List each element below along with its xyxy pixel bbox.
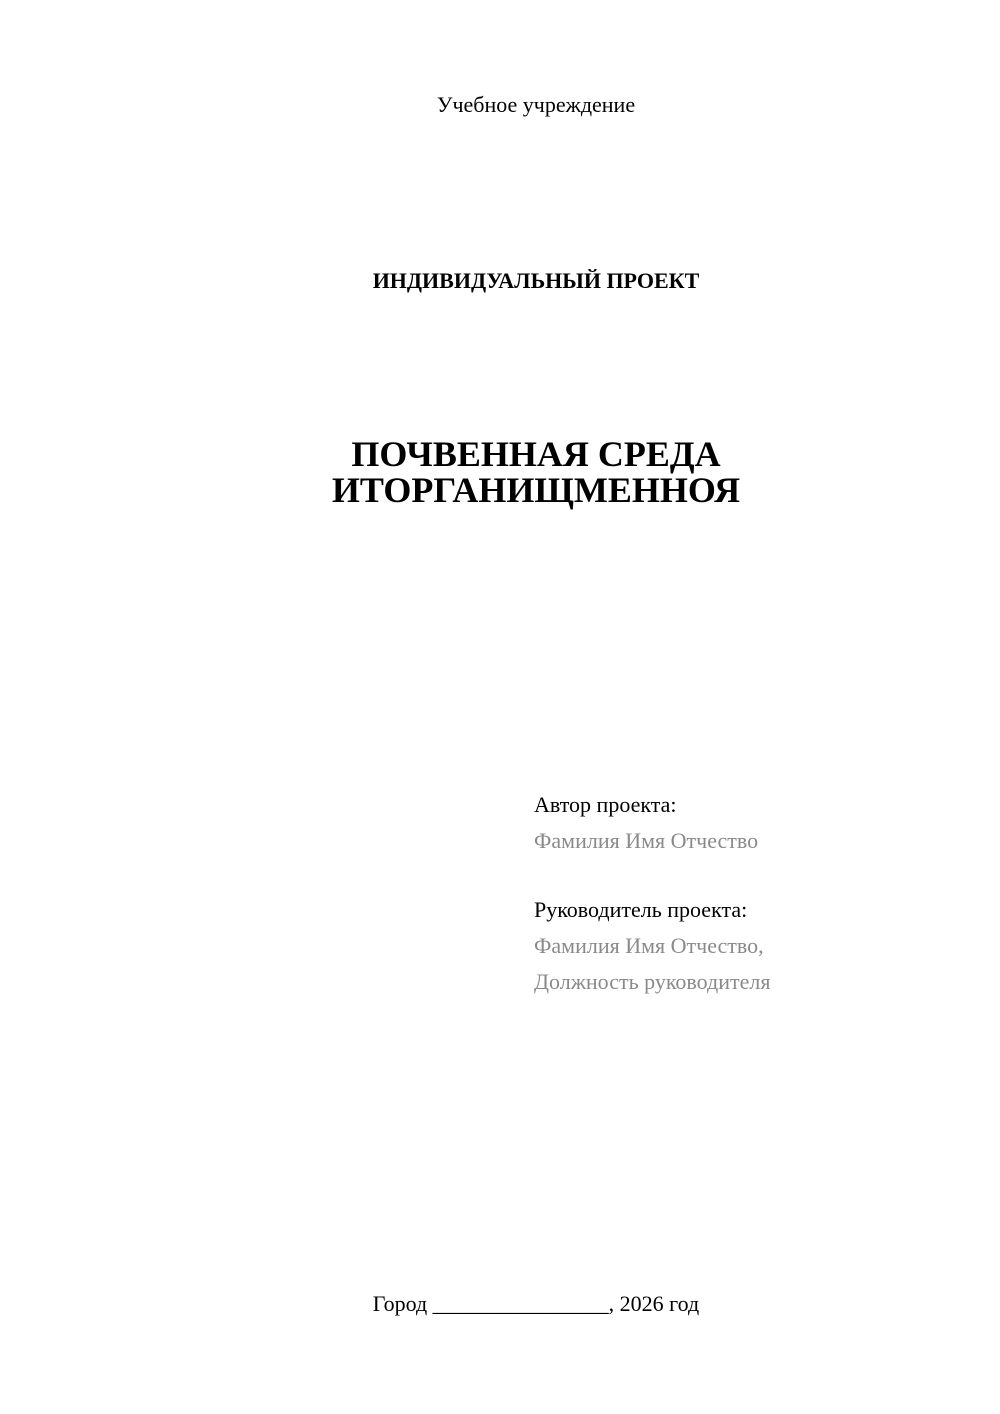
project-title-line-1: ПОЧВЕННАЯ СРЕДА (351, 434, 721, 474)
city-year-line: Город ________________, 2026 год (372, 1291, 700, 1316)
project-title (0, 436, 1000, 508)
supervisor-block (534, 892, 770, 1000)
institution-name: Учебное учреждение (436, 92, 636, 117)
author-label: Автор проекта: (534, 792, 677, 817)
document-type: ИНДИВИДУАЛЬНЫЙ ПРОЕКТ (372, 268, 700, 293)
supervisor-label: Руководитель проекта: (534, 897, 748, 922)
project-title-line-2: ИТОРГАНИЩМЕННОЯ (331, 470, 741, 510)
author-name: Фамилия Имя Отчество (534, 828, 759, 853)
supervisor-name: Фамилия Имя Отчество, (534, 933, 764, 958)
author-block (534, 787, 758, 859)
supervisor-position: Должность руководителя (534, 969, 771, 994)
